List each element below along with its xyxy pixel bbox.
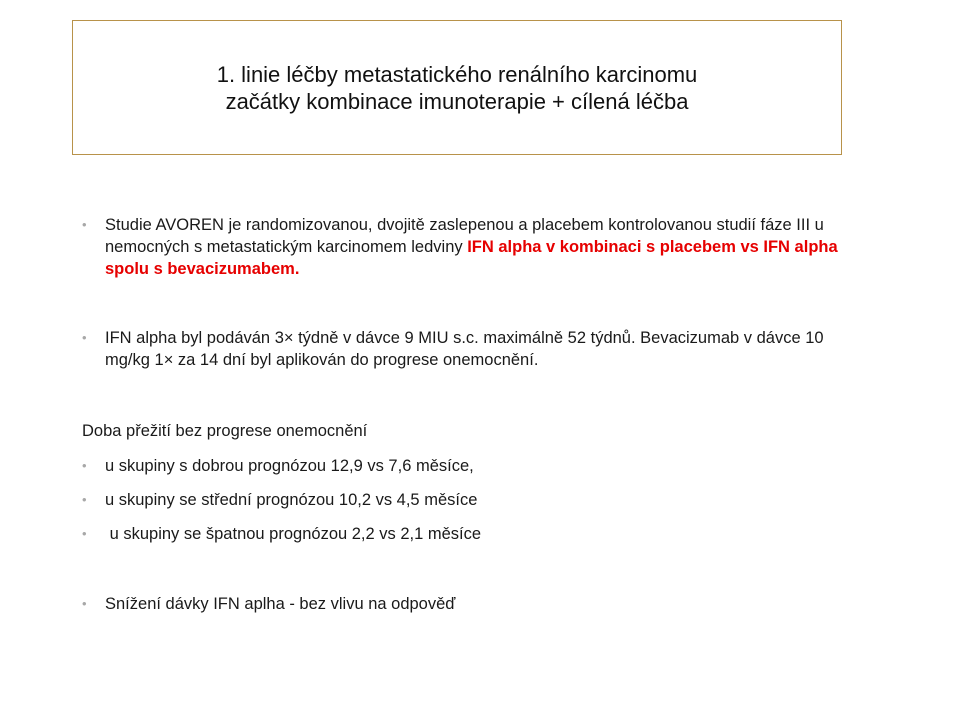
study-arms-highlight: IFN alpha v kombinaci s placebem vs IFN alpha spolu s bevacizumabem. <box>105 238 838 278</box>
bullet-icon: • <box>82 217 87 232</box>
bullet-text <box>105 214 872 280</box>
pfs-item-poor-prognosis <box>82 523 872 545</box>
slide-title-line-2: začátky kombinace imunoterapie + cílená léčba <box>225 88 689 114</box>
pfs-item-good-prognosis <box>82 455 872 477</box>
pfs-item-text: u skupiny se střední prognózou 10,2 vs 4,5 měsíce <box>105 491 478 509</box>
slide-title-box <box>72 20 842 155</box>
pfs-heading: Doba přežití bez progrese onemocnění <box>82 422 368 440</box>
study-description: Studie AVOREN je randomizovanou, dvojitě zaslepenou a placebem kontrolovanou studií fáze III u nemocných s metastatickým karcinomem ledviny <box>105 216 824 256</box>
bullet-icon: • <box>82 526 87 541</box>
slide-title-line-1: 1. linie léčby metastatického renálního karcinomu <box>216 61 698 87</box>
pfs-item-intermediate-prognosis <box>82 489 872 511</box>
dose-reduction-text: Snížení dávky IFN aplha - bez vlivu na odpověď <box>105 595 456 613</box>
pfs-item-text: u skupiny s dobrou prognózou 12,9 vs 7,6 měsíce, <box>105 457 474 475</box>
dosing-text: IFN alpha byl podáván 3× týdně v dávce 9 MIU s.c. maximálně 52 týdnů. Bevacizumab v dávce 10 mg/kg 1× za 14 dní byl aplikován do progrese onemocnění. <box>105 329 824 369</box>
bullet-dosing <box>82 327 872 371</box>
bullet-icon: • <box>82 492 87 507</box>
bullet-icon: • <box>82 330 87 345</box>
pfs-item-text: u skupiny se špatnou prognózou 2,2 vs 2,1 měsíce <box>105 525 482 543</box>
bullet-icon: • <box>82 458 87 473</box>
bullet-dose-reduction <box>82 593 872 615</box>
bullet-avoren-study <box>82 214 872 280</box>
bullet-icon: • <box>82 596 87 611</box>
